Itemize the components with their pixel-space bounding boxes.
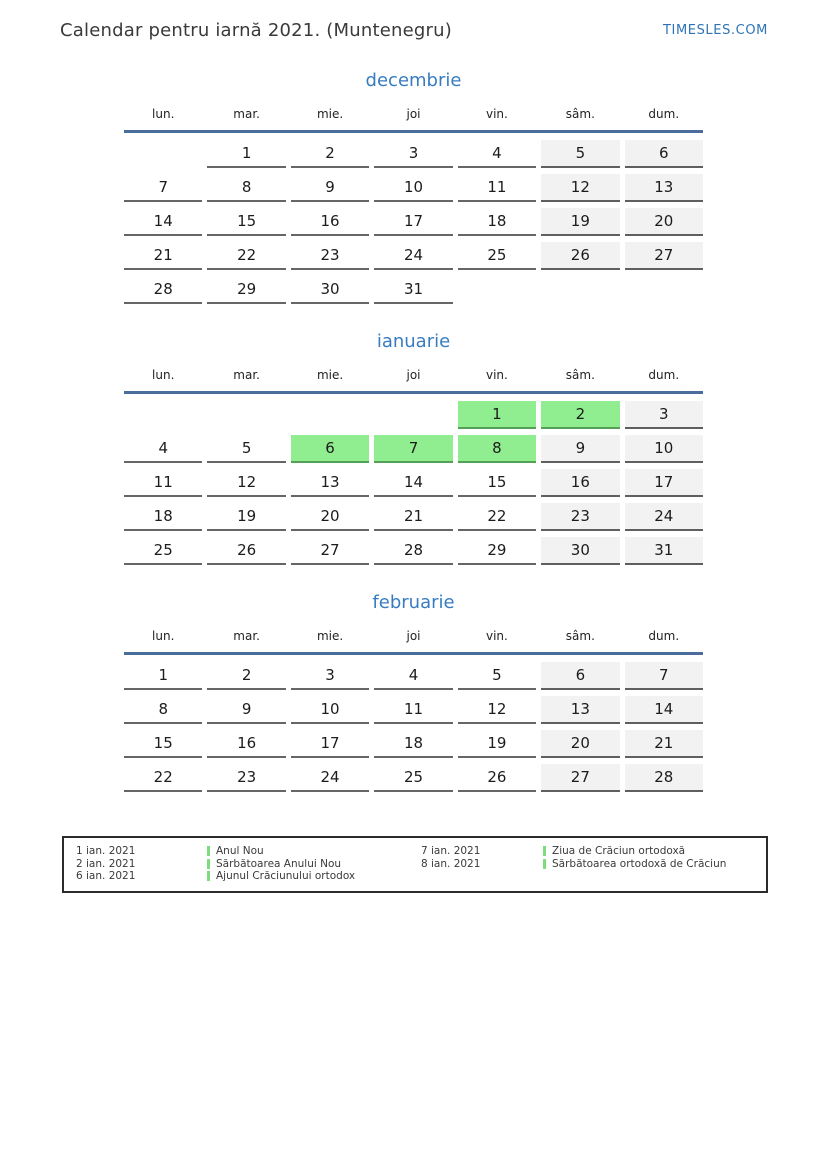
- legend-entry: [543, 858, 754, 871]
- day-cell: 8: [124, 696, 202, 724]
- day-cell: 19: [207, 503, 285, 531]
- months-container: [124, 70, 703, 792]
- weekday-label: lun.: [152, 107, 175, 121]
- day-cell: 4: [374, 662, 452, 690]
- day-cell: 26: [458, 764, 536, 792]
- holidays-legend: [62, 836, 768, 893]
- day-grid: [124, 662, 703, 792]
- weekday-label: mie.: [316, 368, 344, 382]
- day-cell: 6: [291, 435, 369, 463]
- day-cell: 3: [625, 401, 703, 429]
- day-cell: 6: [541, 662, 619, 690]
- day-cell: 25: [124, 537, 202, 565]
- day-cell: 10: [374, 174, 452, 202]
- day-cell: 13: [291, 469, 369, 497]
- day-cell: 14: [625, 696, 703, 724]
- day-cell: 11: [124, 469, 202, 497]
- day-grid: [124, 401, 703, 565]
- empty-cell: [458, 276, 536, 304]
- day-cell: 5: [458, 662, 536, 690]
- legend-entry: [207, 845, 421, 858]
- empty-cell: [625, 276, 703, 304]
- weekday-label: vin.: [485, 629, 508, 643]
- day-cell: 7: [374, 435, 452, 463]
- weekday-label: lun.: [152, 629, 175, 643]
- weekday-label: joi: [406, 107, 421, 121]
- day-cell: 27: [541, 764, 619, 792]
- day-cell: 1: [124, 662, 202, 690]
- day-cell: 10: [625, 435, 703, 463]
- header-rule: [124, 391, 703, 394]
- day-cell: 8: [207, 174, 285, 202]
- day-cell: 2: [207, 662, 285, 690]
- day-cell: 9: [291, 174, 369, 202]
- weekday-header-row: [124, 368, 703, 382]
- day-cell: 28: [625, 764, 703, 792]
- day-cell: 3: [374, 140, 452, 168]
- legend-holiday-name: Anul Nou: [216, 845, 264, 857]
- day-cell: 6: [625, 140, 703, 168]
- day-cell: 25: [458, 242, 536, 270]
- weekday-label: mie.: [316, 629, 344, 643]
- day-cell: 17: [374, 208, 452, 236]
- day-cell: 7: [625, 662, 703, 690]
- day-cell: 5: [207, 435, 285, 463]
- day-cell: 5: [541, 140, 619, 168]
- day-cell: 1: [458, 401, 536, 429]
- page-header: [0, 0, 827, 41]
- day-cell: 27: [291, 537, 369, 565]
- day-cell: 23: [207, 764, 285, 792]
- day-cell: 13: [541, 696, 619, 724]
- header-rule: [124, 652, 703, 655]
- holiday-color-swatch: [543, 846, 546, 856]
- legend-column: [76, 845, 421, 883]
- brand-link[interactable]: TIMESLES.COM: [662, 23, 768, 38]
- day-cell: 10: [291, 696, 369, 724]
- holiday-color-swatch: [543, 859, 546, 869]
- day-cell: 13: [625, 174, 703, 202]
- legend-column: [421, 845, 754, 883]
- empty-cell: [124, 401, 202, 429]
- day-cell: 11: [458, 174, 536, 202]
- legend-holiday-name: Ziua de Crăciun ortodoxă: [552, 845, 686, 857]
- day-cell: 25: [374, 764, 452, 792]
- day-cell: 22: [124, 764, 202, 792]
- legend-holiday-name: Sărbătoarea Anului Nou: [216, 857, 342, 870]
- holiday-color-swatch: [207, 859, 210, 869]
- month-ianuarie: [124, 331, 703, 565]
- day-cell: 7: [124, 174, 202, 202]
- day-cell: 31: [625, 537, 703, 565]
- legend-holiday-name: Sărbătoarea ortodoxă de Crăciun: [552, 857, 727, 870]
- legend-date: 1 ian. 2021: [76, 845, 136, 857]
- day-cell: 2: [291, 140, 369, 168]
- day-cell: 27: [625, 242, 703, 270]
- weekday-label: mar.: [233, 107, 260, 121]
- day-cell: 4: [458, 140, 536, 168]
- day-cell: 12: [207, 469, 285, 497]
- header-rule: [124, 130, 703, 133]
- day-cell: 22: [458, 503, 536, 531]
- day-cell: 18: [458, 208, 536, 236]
- holiday-color-swatch: [207, 846, 210, 856]
- day-cell: 17: [291, 730, 369, 758]
- day-cell: 23: [541, 503, 619, 531]
- empty-cell: [291, 401, 369, 429]
- weekday-header-row: [124, 107, 703, 121]
- day-cell: 20: [291, 503, 369, 531]
- legend-date: 7 ian. 2021: [421, 845, 481, 857]
- day-cell: 14: [124, 208, 202, 236]
- day-cell: 19: [541, 208, 619, 236]
- weekday-label: sâm.: [565, 629, 595, 643]
- day-cell: 26: [541, 242, 619, 270]
- day-grid: [124, 140, 703, 304]
- day-cell: 20: [625, 208, 703, 236]
- weekday-label: mar.: [233, 629, 260, 643]
- day-cell: 1: [207, 140, 285, 168]
- day-cell: 29: [207, 276, 285, 304]
- weekday-label: sâm.: [565, 107, 595, 121]
- day-cell: 8: [458, 435, 536, 463]
- day-cell: 21: [374, 503, 452, 531]
- month-title: ianuarie: [376, 331, 451, 352]
- day-cell: 15: [207, 208, 285, 236]
- day-cell: 17: [625, 469, 703, 497]
- day-cell: 2: [541, 401, 619, 429]
- day-cell: 9: [207, 696, 285, 724]
- weekday-label: lun.: [152, 368, 175, 382]
- weekday-label: vin.: [485, 368, 508, 382]
- day-cell: 24: [374, 242, 452, 270]
- day-cell: 26: [207, 537, 285, 565]
- legend-entry: [207, 858, 421, 871]
- weekday-label: joi: [406, 629, 421, 643]
- month-title: decembrie: [365, 70, 462, 91]
- day-cell: 24: [291, 764, 369, 792]
- day-cell: 28: [124, 276, 202, 304]
- page-title: Calendar pentru iarnă 2021. (Muntenegru): [60, 20, 452, 41]
- empty-cell: [374, 401, 452, 429]
- day-cell: 31: [374, 276, 452, 304]
- day-cell: 15: [124, 730, 202, 758]
- legend-holiday-name: Ajunul Crăciunului ortodox: [216, 870, 356, 882]
- legend-date: 8 ian. 2021: [421, 857, 481, 870]
- day-cell: 30: [541, 537, 619, 565]
- day-cell: 9: [541, 435, 619, 463]
- day-cell: 16: [541, 469, 619, 497]
- month-title: februarie: [372, 592, 455, 613]
- day-cell: 23: [291, 242, 369, 270]
- weekday-label: mie.: [316, 107, 344, 121]
- day-cell: 3: [291, 662, 369, 690]
- day-cell: 15: [458, 469, 536, 497]
- day-cell: 30: [291, 276, 369, 304]
- weekday-label: mar.: [233, 368, 260, 382]
- holiday-color-swatch: [207, 871, 210, 881]
- legend-date: 2 ian. 2021: [76, 857, 136, 870]
- day-cell: 16: [291, 208, 369, 236]
- empty-cell: [207, 401, 285, 429]
- weekday-label: dum.: [648, 107, 680, 121]
- day-cell: 21: [124, 242, 202, 270]
- weekday-label: joi: [406, 368, 421, 382]
- weekday-label: vin.: [485, 107, 508, 121]
- day-cell: 28: [374, 537, 452, 565]
- empty-cell: [124, 140, 202, 168]
- weekday-label: dum.: [648, 629, 680, 643]
- legend-entry: [543, 845, 754, 858]
- day-cell: 18: [374, 730, 452, 758]
- weekday-label: dum.: [648, 368, 680, 382]
- day-cell: 21: [625, 730, 703, 758]
- day-cell: 22: [207, 242, 285, 270]
- legend-date: 6 ian. 2021: [76, 870, 136, 882]
- weekday-label: sâm.: [565, 368, 595, 382]
- day-cell: 18: [124, 503, 202, 531]
- day-cell: 12: [458, 696, 536, 724]
- day-cell: 12: [541, 174, 619, 202]
- weekday-header-row: [124, 629, 703, 643]
- day-cell: 14: [374, 469, 452, 497]
- day-cell: 19: [458, 730, 536, 758]
- day-cell: 11: [374, 696, 452, 724]
- day-cell: 24: [625, 503, 703, 531]
- day-cell: 29: [458, 537, 536, 565]
- month-februarie: [124, 592, 703, 792]
- day-cell: 16: [207, 730, 285, 758]
- day-cell: 4: [124, 435, 202, 463]
- empty-cell: [541, 276, 619, 304]
- day-cell: 20: [541, 730, 619, 758]
- month-decembrie: [124, 70, 703, 304]
- legend-entry: [207, 870, 421, 883]
